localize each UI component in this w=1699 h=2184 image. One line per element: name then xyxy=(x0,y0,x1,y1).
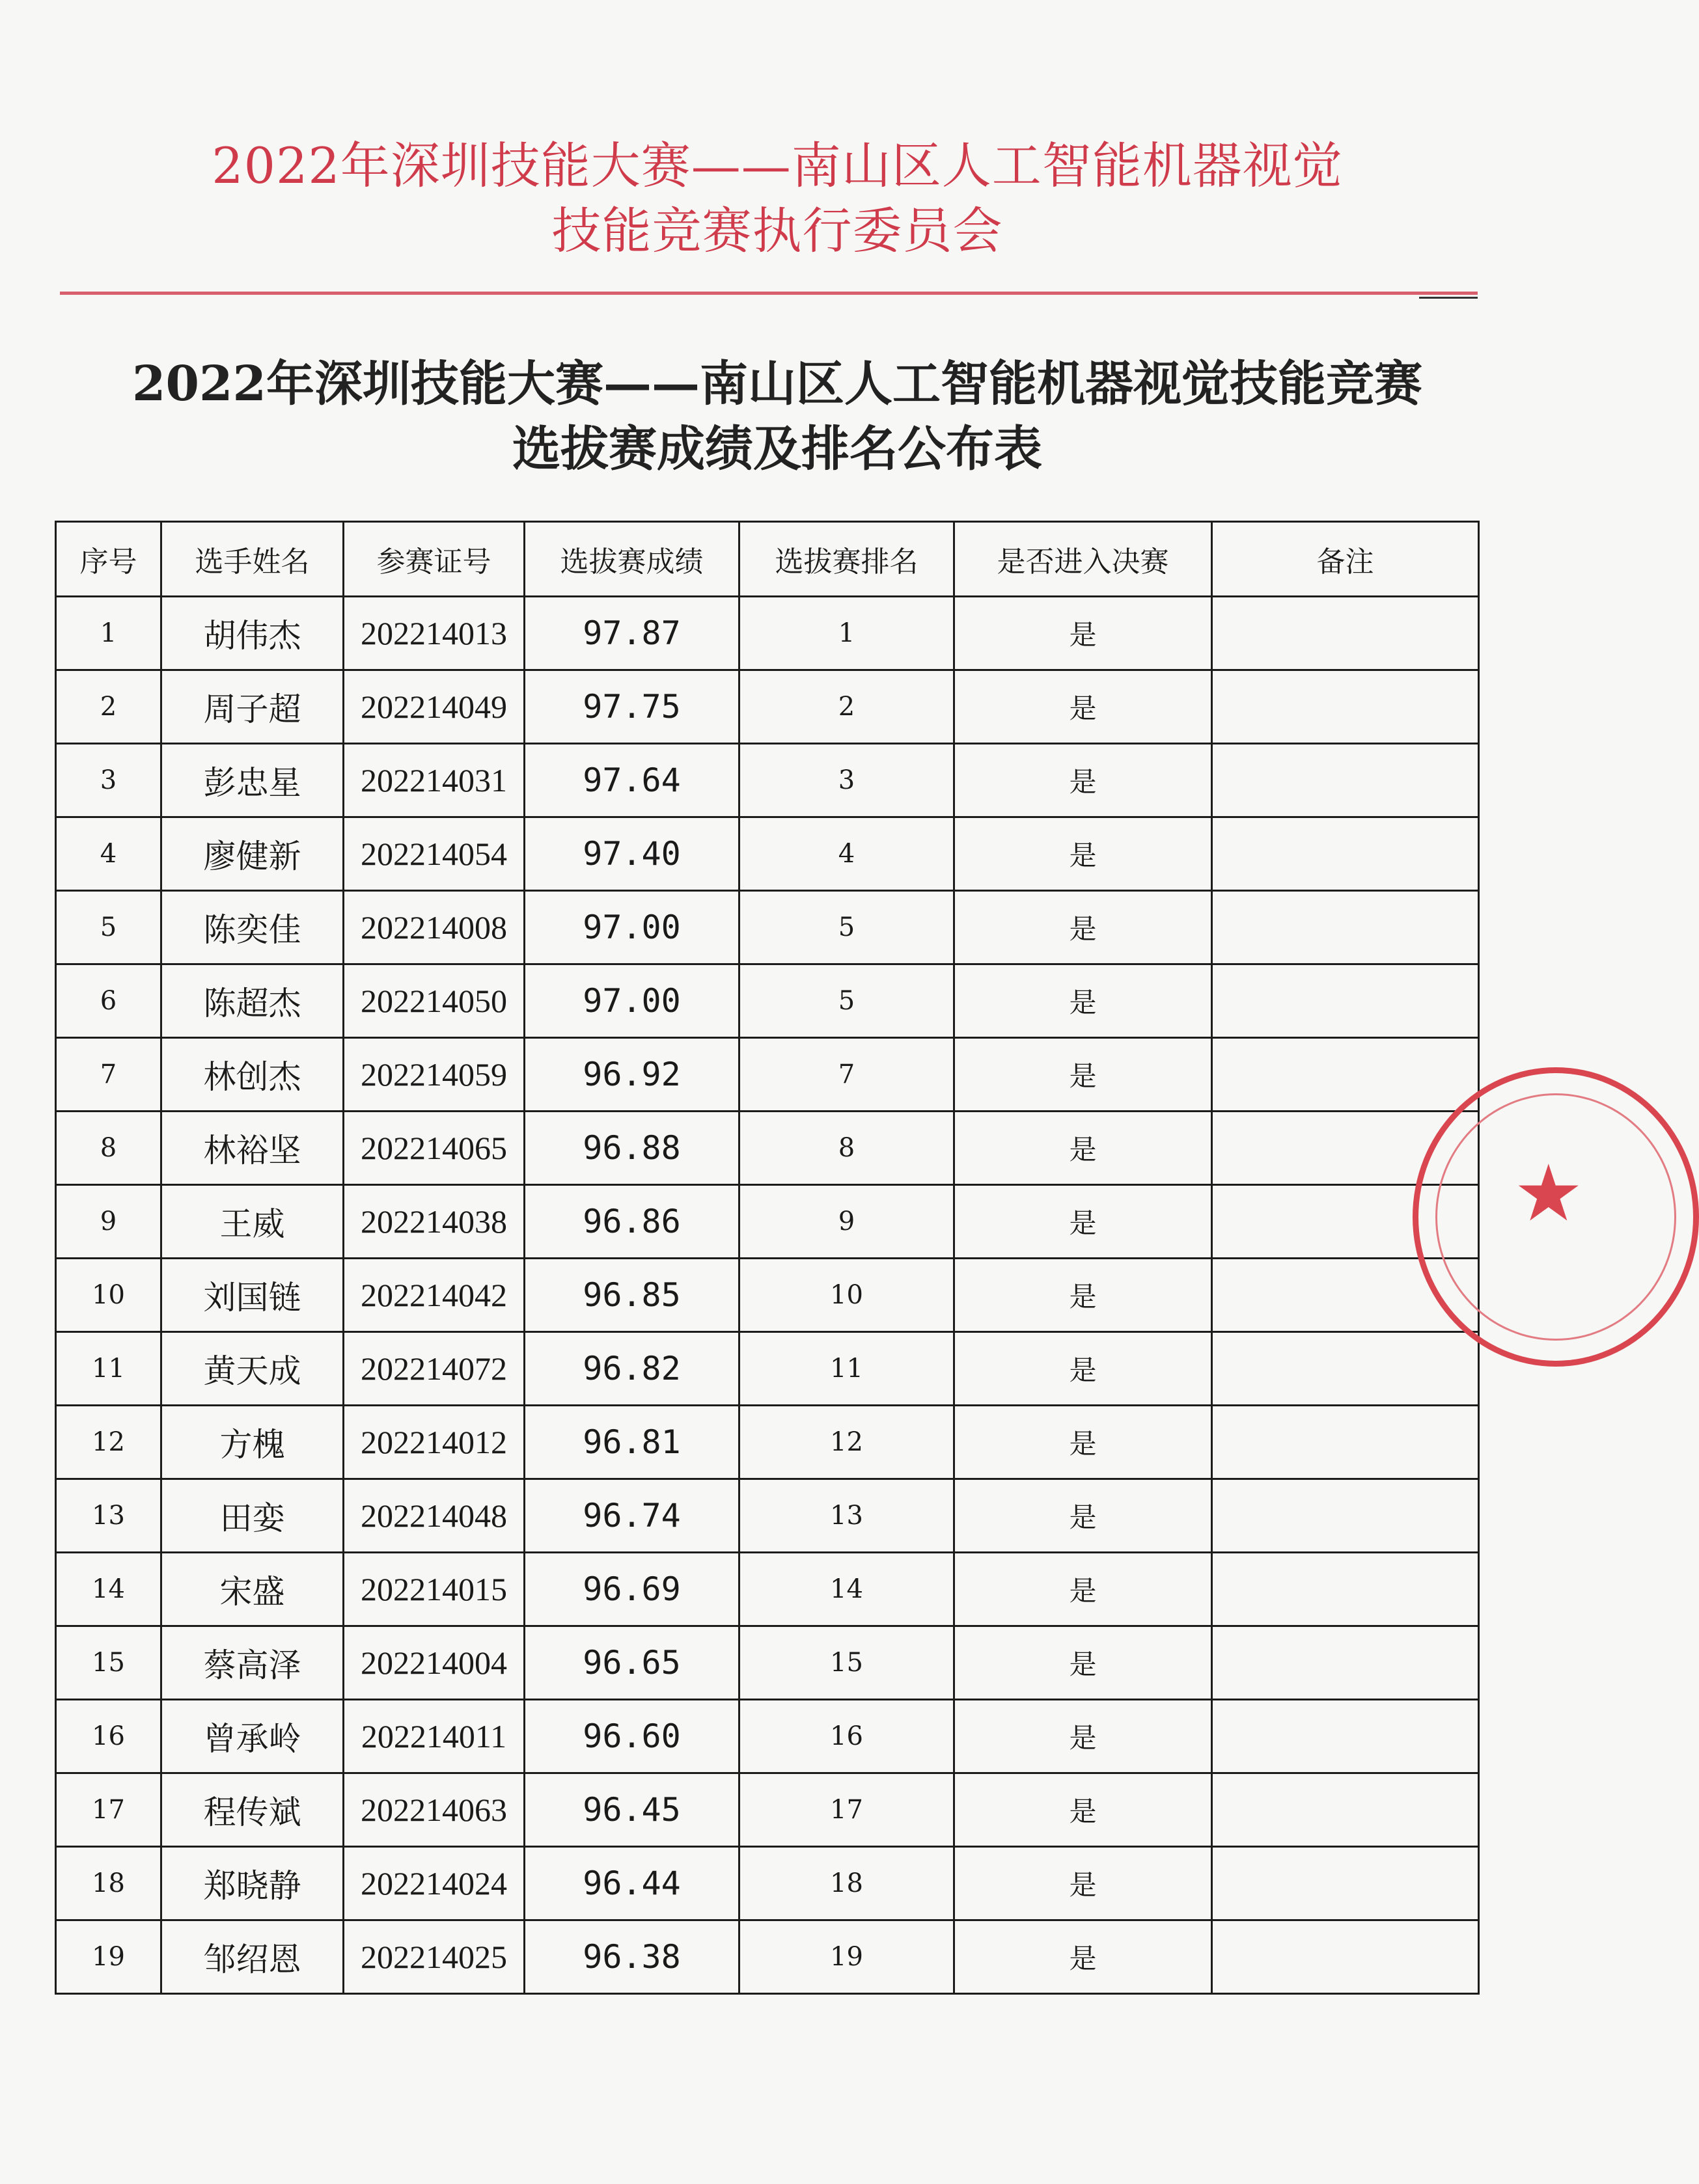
cell-rank: 10 xyxy=(739,1259,954,1332)
cell-note xyxy=(1212,891,1479,964)
cell-name: 方槐 xyxy=(161,1406,344,1479)
cell-name: 刘国链 xyxy=(161,1259,344,1332)
cell-final: 是 xyxy=(954,1553,1212,1626)
cell-id: 202214024 xyxy=(344,1847,525,1920)
table-row xyxy=(56,1406,1479,1479)
cell-score: 97.64 xyxy=(525,744,739,817)
cell-name: 彭忠星 xyxy=(161,744,344,817)
header-cell-note: 备注 xyxy=(1212,522,1479,597)
cell-rank: 17 xyxy=(739,1773,954,1847)
cell-id: 202214011 xyxy=(344,1700,525,1773)
cell-note xyxy=(1212,1332,1479,1406)
cell-name: 林创杰 xyxy=(161,1038,344,1112)
table-row xyxy=(56,1773,1479,1847)
cell-no: 4 xyxy=(56,817,161,891)
letterhead-divider-end xyxy=(1419,297,1478,299)
cell-final: 是 xyxy=(954,1332,1212,1406)
header-cell-no: 序号 xyxy=(56,522,161,597)
cell-name: 程传斌 xyxy=(161,1773,344,1847)
cell-score: 96.38 xyxy=(525,1920,739,1994)
cell-no: 10 xyxy=(56,1259,161,1332)
cell-name: 陈超杰 xyxy=(161,964,344,1038)
cell-note xyxy=(1212,1626,1479,1700)
cell-rank: 16 xyxy=(739,1700,954,1773)
cell-score: 96.81 xyxy=(525,1406,739,1479)
letterhead xyxy=(0,133,1554,264)
cell-id: 202214015 xyxy=(344,1553,525,1626)
cell-rank: 2 xyxy=(739,670,954,744)
cell-final: 是 xyxy=(954,1112,1212,1185)
seal-star-icon: ★ xyxy=(1513,1149,1584,1239)
cell-rank: 5 xyxy=(739,964,954,1038)
cell-score: 96.92 xyxy=(525,1038,739,1112)
cell-score: 97.75 xyxy=(525,670,739,744)
cell-no: 2 xyxy=(56,670,161,744)
cell-id: 202214072 xyxy=(344,1332,525,1406)
cell-score: 97.40 xyxy=(525,817,739,891)
document-title-line1: 2022年深圳技能大赛——南山区人工智能机器视觉技能竞赛 xyxy=(132,356,1422,412)
document-title-line2: 选拔赛成绩及排名公布表 xyxy=(512,421,1042,477)
cell-no: 15 xyxy=(56,1626,161,1700)
cell-no: 12 xyxy=(56,1406,161,1479)
cell-final: 是 xyxy=(954,1185,1212,1259)
cell-rank: 7 xyxy=(739,1038,954,1112)
cell-name: 蔡高泽 xyxy=(161,1626,344,1700)
cell-score: 96.45 xyxy=(525,1773,739,1847)
cell-name: 廖健新 xyxy=(161,817,344,891)
cell-note xyxy=(1212,1038,1479,1112)
cell-no: 3 xyxy=(56,744,161,817)
cell-no: 5 xyxy=(56,891,161,964)
cell-final: 是 xyxy=(954,1847,1212,1920)
cell-note xyxy=(1212,1553,1479,1626)
cell-rank: 19 xyxy=(739,1920,954,1994)
table-row xyxy=(56,1626,1479,1700)
cell-id: 202214008 xyxy=(344,891,525,964)
cell-no: 18 xyxy=(56,1847,161,1920)
cell-score: 96.44 xyxy=(525,1847,739,1920)
header-cell-score: 选拔赛成绩 xyxy=(525,522,739,597)
cell-id: 202214042 xyxy=(344,1259,525,1332)
cell-id: 202214004 xyxy=(344,1626,525,1700)
cell-note xyxy=(1212,1700,1479,1773)
cell-score: 96.69 xyxy=(525,1553,739,1626)
cell-rank: 4 xyxy=(739,817,954,891)
table-row xyxy=(56,891,1479,964)
cell-no: 13 xyxy=(56,1479,161,1553)
cell-id: 202214063 xyxy=(344,1773,525,1847)
cell-final: 是 xyxy=(954,597,1212,670)
cell-final: 是 xyxy=(954,670,1212,744)
cell-no: 8 xyxy=(56,1112,161,1185)
cell-final: 是 xyxy=(954,1479,1212,1553)
cell-name: 王威 xyxy=(161,1185,344,1259)
table-row xyxy=(56,670,1479,744)
cell-no: 11 xyxy=(56,1332,161,1406)
cell-score: 96.88 xyxy=(525,1112,739,1185)
cell-no: 9 xyxy=(56,1185,161,1259)
cell-no: 7 xyxy=(56,1038,161,1112)
cell-final: 是 xyxy=(954,1406,1212,1479)
cell-final: 是 xyxy=(954,1259,1212,1332)
cell-no: 6 xyxy=(56,964,161,1038)
cell-final: 是 xyxy=(954,1038,1212,1112)
cell-rank: 8 xyxy=(739,1112,954,1185)
cell-id: 202214065 xyxy=(344,1112,525,1185)
cell-note xyxy=(1212,670,1479,744)
document-title xyxy=(0,351,1554,482)
letterhead-line1: 2022年深圳技能大赛——南山区人工智能机器视觉 xyxy=(212,137,1343,195)
header-cell-final: 是否进入决赛 xyxy=(954,522,1212,597)
header-cell-name: 选手姓名 xyxy=(161,522,344,597)
cell-score: 96.82 xyxy=(525,1332,739,1406)
table-row xyxy=(56,817,1479,891)
cell-no: 1 xyxy=(56,597,161,670)
cell-rank: 14 xyxy=(739,1553,954,1626)
cell-rank: 11 xyxy=(739,1332,954,1406)
table-row xyxy=(56,1038,1479,1112)
cell-final: 是 xyxy=(954,744,1212,817)
cell-name: 郑晓静 xyxy=(161,1847,344,1920)
cell-id: 202214038 xyxy=(344,1185,525,1259)
cell-score: 97.00 xyxy=(525,964,739,1038)
cell-note xyxy=(1212,744,1479,817)
table-row xyxy=(56,1185,1479,1259)
results-table xyxy=(55,521,1480,1995)
cell-id: 202214025 xyxy=(344,1920,525,1994)
cell-name: 陈奕佳 xyxy=(161,891,344,964)
letterhead-divider xyxy=(60,292,1478,295)
cell-name: 曾承岭 xyxy=(161,1700,344,1773)
cell-note xyxy=(1212,1479,1479,1553)
cell-score: 96.86 xyxy=(525,1185,739,1259)
cell-rank: 3 xyxy=(739,744,954,817)
cell-rank: 15 xyxy=(739,1626,954,1700)
cell-final: 是 xyxy=(954,817,1212,891)
cell-rank: 5 xyxy=(739,891,954,964)
cell-name: 田娈 xyxy=(161,1479,344,1553)
table-row xyxy=(56,1553,1479,1626)
cell-id: 202214054 xyxy=(344,817,525,891)
cell-name: 周子超 xyxy=(161,670,344,744)
table-row xyxy=(56,597,1479,670)
cell-score: 97.00 xyxy=(525,891,739,964)
cell-name: 胡伟杰 xyxy=(161,597,344,670)
table-header-row xyxy=(56,522,1479,597)
cell-note xyxy=(1212,964,1479,1038)
cell-score: 96.60 xyxy=(525,1700,739,1773)
table-body xyxy=(56,597,1479,1994)
cell-name: 黄天成 xyxy=(161,1332,344,1406)
table-row xyxy=(56,964,1479,1038)
cell-id: 202214013 xyxy=(344,597,525,670)
cell-no: 16 xyxy=(56,1700,161,1773)
cell-final: 是 xyxy=(954,1626,1212,1700)
cell-note xyxy=(1212,1920,1479,1994)
header-cell-id: 参赛证号 xyxy=(344,522,525,597)
cell-final: 是 xyxy=(954,964,1212,1038)
cell-rank: 9 xyxy=(739,1185,954,1259)
cell-no: 17 xyxy=(56,1773,161,1847)
cell-rank: 18 xyxy=(739,1847,954,1920)
cell-rank: 13 xyxy=(739,1479,954,1553)
cell-score: 96.85 xyxy=(525,1259,739,1332)
cell-score: 97.87 xyxy=(525,597,739,670)
cell-note xyxy=(1212,1847,1479,1920)
header-cell-rank: 选拔赛排名 xyxy=(739,522,954,597)
cell-id: 202214012 xyxy=(344,1406,525,1479)
table-row xyxy=(56,1112,1479,1185)
cell-rank: 1 xyxy=(739,597,954,670)
cell-final: 是 xyxy=(954,1700,1212,1773)
letterhead-line2: 技能竞赛执行委员会 xyxy=(551,202,1003,260)
cell-id: 202214050 xyxy=(344,964,525,1038)
table-row xyxy=(56,1479,1479,1553)
table-row xyxy=(56,1700,1479,1773)
cell-name: 宋盛 xyxy=(161,1553,344,1626)
cell-no: 19 xyxy=(56,1920,161,1994)
cell-note xyxy=(1212,1773,1479,1847)
cell-id: 202214048 xyxy=(344,1479,525,1553)
cell-id: 202214059 xyxy=(344,1038,525,1112)
cell-note xyxy=(1212,597,1479,670)
cell-note xyxy=(1212,1406,1479,1479)
cell-final: 是 xyxy=(954,1773,1212,1847)
cell-no: 14 xyxy=(56,1553,161,1626)
cell-name: 邹绍恩 xyxy=(161,1920,344,1994)
cell-note xyxy=(1212,817,1479,891)
cell-final: 是 xyxy=(954,1920,1212,1994)
cell-id: 202214049 xyxy=(344,670,525,744)
cell-id: 202214031 xyxy=(344,744,525,817)
cell-final: 是 xyxy=(954,891,1212,964)
table-row xyxy=(56,744,1479,817)
cell-score: 96.65 xyxy=(525,1626,739,1700)
table-row xyxy=(56,1332,1479,1406)
cell-rank: 12 xyxy=(739,1406,954,1479)
cell-score: 96.74 xyxy=(525,1479,739,1553)
table-row xyxy=(56,1259,1479,1332)
cell-name: 林裕坚 xyxy=(161,1112,344,1185)
table-row xyxy=(56,1920,1479,1994)
table-row xyxy=(56,1847,1479,1920)
